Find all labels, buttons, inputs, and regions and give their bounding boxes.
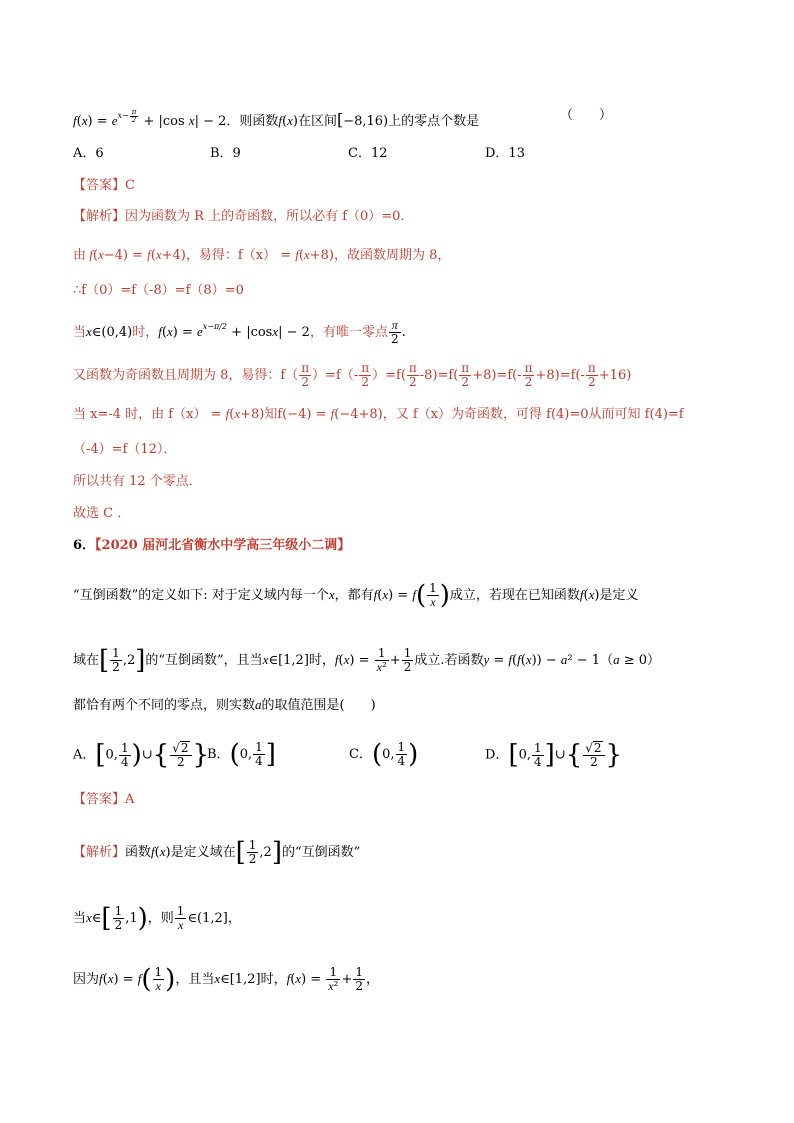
q5-stem-line: $f(x) = e^{x- \frac{\pi}{2}}$ + |cos x| − 2．则函数f(x)在区间[−8,16)上的零点个数是 （ ） <box>73 107 613 129</box>
q6-stem-l2-mid2: 时， <box>308 653 335 668</box>
q5-interval: −8,16) <box>343 114 389 129</box>
q6-option-d-label: D． <box>485 747 509 763</box>
q5-analysis-line6: 当 x=-4 时，由 f（x） = f(x+8)知f(−4) = f(−4+8)，又 f（x）为奇函数，可得 f(4)=0从而可知 f(4)=f <box>73 406 684 422</box>
q6-analysis-l1-end: 的“互倒函数” <box>281 845 361 860</box>
q6-analysis-l2-pre: 当 <box>73 911 87 926</box>
q6-analysis-l3-mid: ，且当 <box>175 972 215 987</box>
q6-option-d[interactable]: D．[0, $\frac{1}{4}$ ]∪{ $\frac{√2}{2}$ } <box>485 740 623 770</box>
q6-stem-line1: “互倒函数”的定义如下: 对于定义域内每一个x，都有f(x) = f( $\frac{1}{x}$ )成立，若现在已知函数f(x)是定义 <box>73 580 639 611</box>
q6-analysis-l3-pre: 因为 <box>73 972 100 987</box>
q5-stem-tail2: 在区间 <box>297 114 337 129</box>
q6-stem-l1-mid2: 成立，若现在已知函数 <box>449 588 580 603</box>
q5-analysis-line5: 又函数为奇函数且周期为 8，易得：f（ $\frac{\pi}{2}$ ）=f（- $\frac{\pi}{2}$ ）=f( $\frac{\pi}{2}$ -8)=f( $\frac{\pi}{2}$ +8)=f(- $\frac{\pi}{2}$ +8)=f(- $\frac{\pi}{2}$ +16) <box>73 361 632 389</box>
q6-answer-tag: 【答案】 <box>73 792 126 807</box>
q5-analysis-line9: 故选 C ． <box>73 506 131 521</box>
q5-stem-tail: ．则函数 <box>226 114 279 129</box>
q5-analysis-l6-pre: 当 x=-4 时，由 f（x） <box>73 407 207 422</box>
q6-analysis-line3: 因为f(x) = f( $\frac{1}{x}$ )，且当x∈[1,2]时，f(x) = $\frac{1}{\text{x²}}$ + $\frac{1}{2}$ ， <box>73 964 379 995</box>
q6-option-c[interactable]: C．(0, $\frac{1}{4}$ ) <box>349 739 419 770</box>
q5-option-b[interactable]: B．9 <box>210 146 241 161</box>
q6-stem-l1-end: 是定义 <box>599 588 639 603</box>
q5-answer-value: C <box>125 178 135 193</box>
q5-option-a[interactable]: A．6 <box>73 146 104 161</box>
q5-answer <box>73 177 135 195</box>
q5-analysis-l2-mid: ，易得：f（x） <box>185 248 277 263</box>
q5-analysis-line3: ∴f（0）=f（-8）=f（8）=0 <box>73 283 244 298</box>
q5-analysis-l4-mid: 时， <box>132 325 159 340</box>
q6-stem-l3: 都恰有两个不同的零点，则实数 <box>73 698 256 713</box>
q5-option-c[interactable]: C．12 <box>348 146 388 161</box>
q6-analysis-l3-mid2: 时， <box>260 972 287 987</box>
q6-analysis-l1-mid: 是定义域在 <box>170 845 236 860</box>
q6-analysis-line1: 【解析】函数f(x)是定义域在[ $\frac{1}{2}$ ,2]的“互倒函数” <box>73 837 361 868</box>
q6-stem-l1-mid: ，都有 <box>334 588 374 603</box>
q5-answer-paren: （ ） <box>560 108 613 123</box>
q6-option-a[interactable]: A．[0, $\frac{1}{4}$ )∪{ $\frac{√2}{2}$ } <box>73 740 210 770</box>
q6-stem-line3: 都恰有两个不同的零点，则实数a的取值范围是( ) <box>73 697 376 713</box>
q5-analysis-l2-pre: 由 <box>73 248 87 263</box>
q6-option-c-label: C． <box>349 747 372 762</box>
q5-analysis-line1 <box>73 208 413 226</box>
q5-analysis-l4-pre: 当 <box>73 325 87 340</box>
q5-function-formula: f <box>73 113 77 128</box>
q5-option-d[interactable]: D．13 <box>485 146 525 161</box>
q6-number: 6． <box>73 538 96 553</box>
q6-source: 【2020 届河北省衡水中学高三年级小二调】 <box>95 538 351 553</box>
q6-header <box>73 537 350 555</box>
q6-answer-value: A <box>125 792 135 807</box>
q6-stem-l3-end: 的取值范围是( ) <box>261 698 376 713</box>
q6-option-b-label: B． <box>207 747 230 762</box>
q5-analysis-tag: 【解析】 <box>73 209 126 224</box>
q6-stem-l2-pre: 域在 <box>73 653 100 668</box>
q6-answer <box>73 791 134 809</box>
q5-analysis-l5-text: 又函数为奇函数且周期为 8，易得： <box>73 368 281 383</box>
q6-analysis-l1-pre: 函数 <box>125 845 152 860</box>
q5-answer-tag: 【答案】 <box>73 178 126 193</box>
q6-stem-l2-mid: 的“互倒函数”，且当 <box>145 653 263 668</box>
q5-stem-end: 上的零点个数是 <box>388 114 480 129</box>
q5-analysis-text1: 因为函数为 R 上的奇函数，所以必有 f（0）=0． <box>125 209 414 224</box>
q5-analysis-line8: 所以共有 12 个零点． <box>73 474 202 489</box>
q6-option-b[interactable]: B．(0, $\frac{1}{4}$ ] <box>207 739 276 770</box>
q6-stem-l2-mid3: 成立.若函数 <box>414 653 484 668</box>
q6-analysis-tag: 【解析】 <box>73 845 126 860</box>
q5-analysis-l6-end: ，又 f（x）为奇函数，可得 f(4)=0从而可知 f(4)=f <box>382 407 684 422</box>
q6-stem-l2-end: （ <box>600 653 614 668</box>
q5-analysis-l2-end: ，故函数周期为 8， <box>333 248 451 263</box>
q5-analysis-line7: （-4）=f（12）． <box>73 442 177 457</box>
q5-analysis-l6-mid: 知 <box>264 407 278 422</box>
q5-analysis-line2: 由 f(x−4) = f(x+4)，易得：f（x） = f(x+8)，故函数周期为 8， <box>73 247 451 263</box>
q5-analysis-line4: 当x∈(0,4)时，$f(x) = e^{x-\pi/2} + |\cos x| - 2$，有唯一零点 $\frac{\pi}{2}$ . <box>73 318 406 346</box>
q6-option-a-label: A． <box>73 747 96 763</box>
q6-stem-line2: 域在[ $\frac{1}{2}$ ,2]的“互倒函数”，且当x∈[1,2]时，f(x) = $\frac{1}{\text{x²}}$ + $\frac{1}{2}$ 成立.若函数y = f(f(x)) − a² − 1（a ≥ 0） <box>73 645 661 676</box>
q5-analysis-l4-end: ，有唯一零点 <box>309 325 388 340</box>
q6-stem-l1-pre: “互倒函数”的定义如下: 对于定义域内每一个 <box>73 588 329 603</box>
q6-analysis-l2-mid: ，则 <box>147 911 174 926</box>
q6-analysis-line2: 当x∈[ $\frac{1}{2}$ ,1)，则 $\frac{1}{x}$ ∈(1,2]， <box>73 903 241 934</box>
